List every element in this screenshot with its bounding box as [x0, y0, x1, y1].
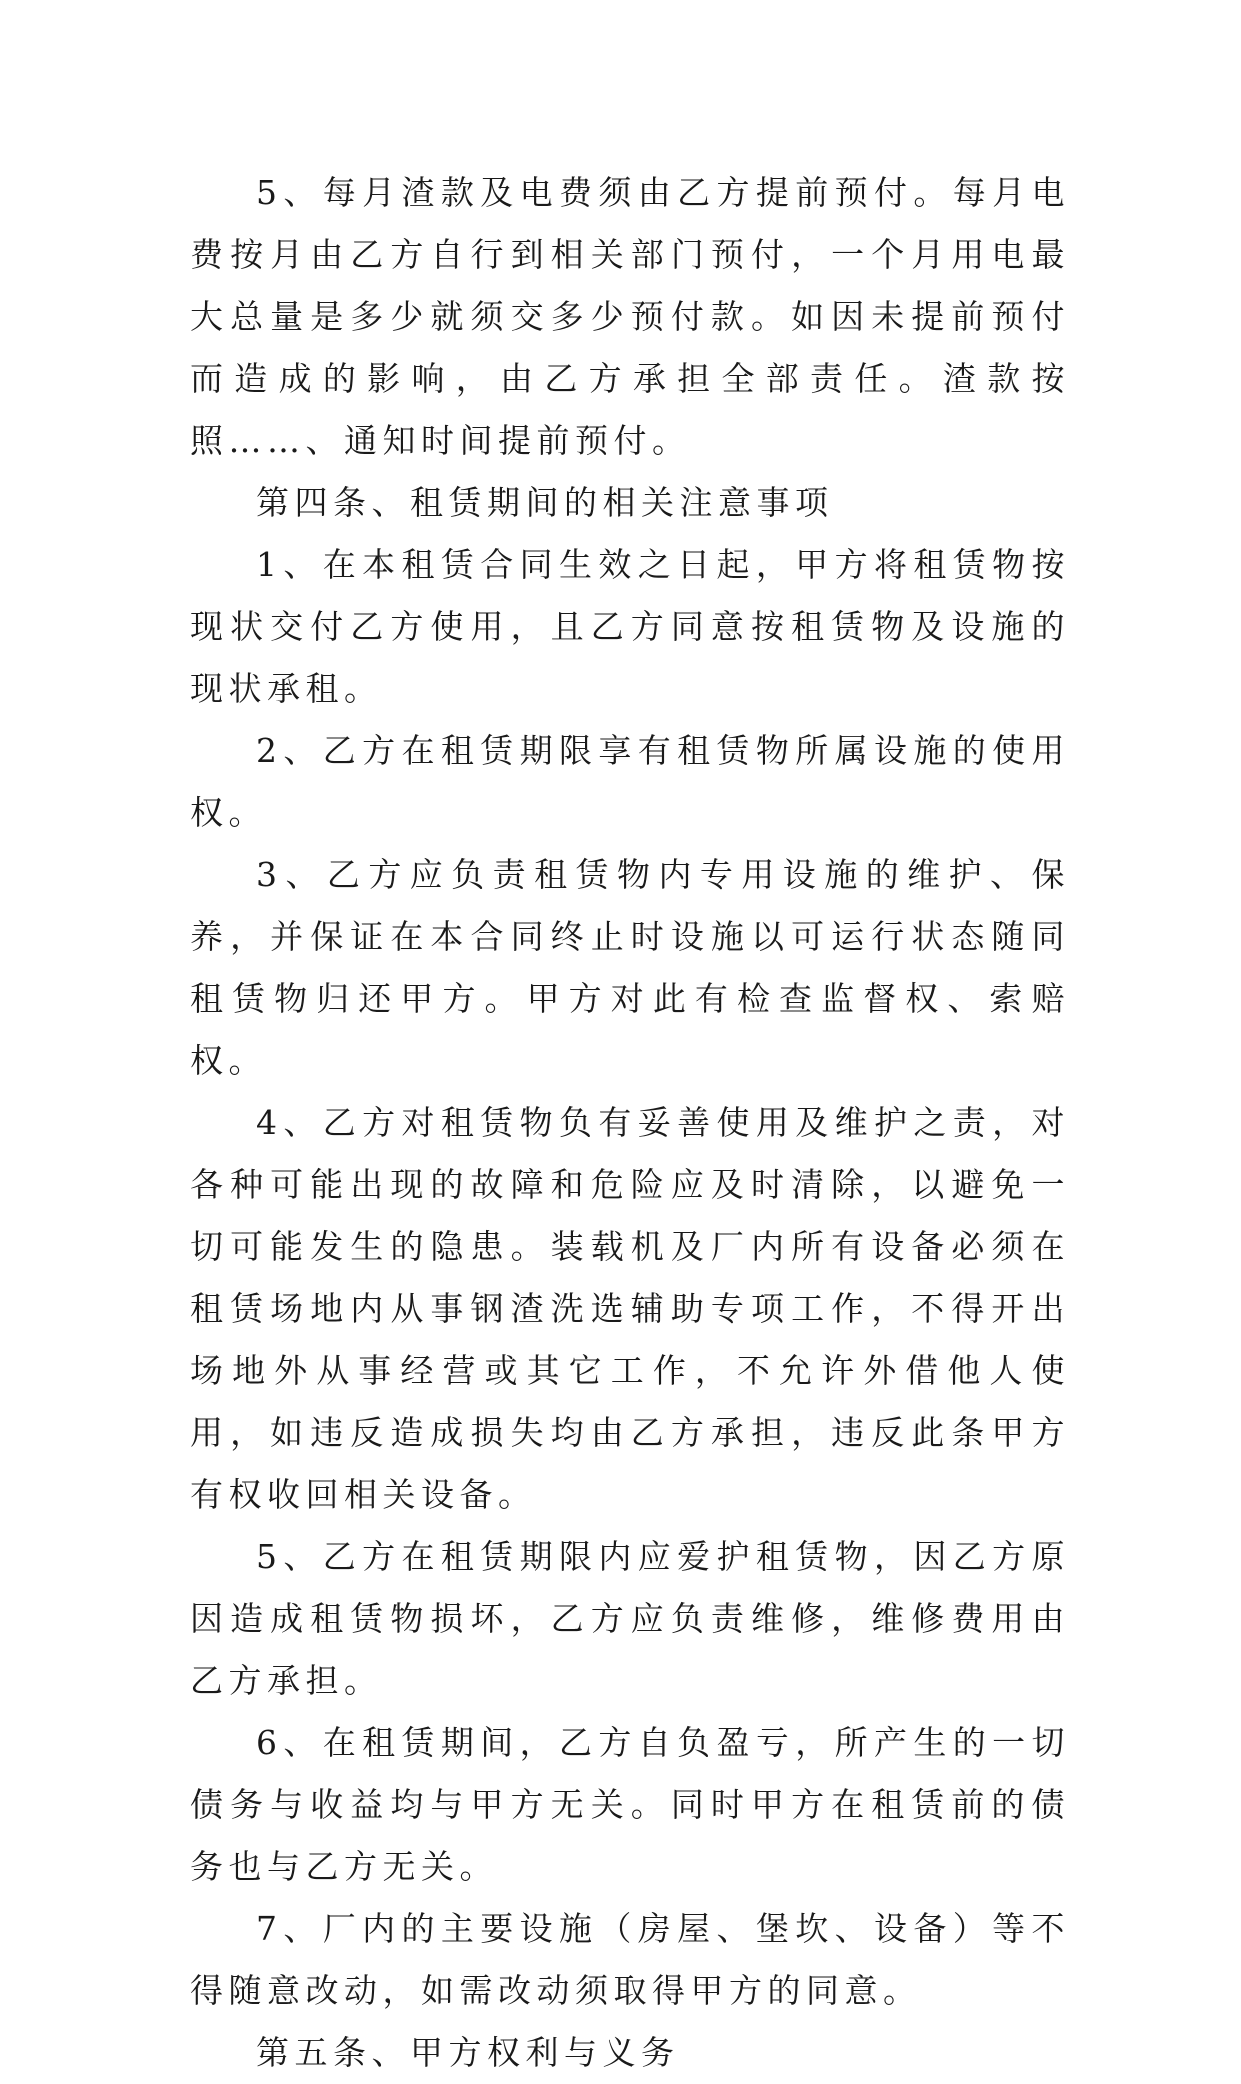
paragraph-clause-6: 6、在租赁期间，乙方自负盈亏，所产生的一切债务与收益均与甲方无关。同时甲方在租赁前的债务也与乙方无关。: [190, 1723, 1070, 1886]
section-heading-article-5: 第五条、甲方权利与义务: [256, 2033, 680, 2072]
document-body: [190, 162, 1070, 2084]
section-heading-article-4: 第四条、租赁期间的相关注意事项: [256, 483, 834, 522]
paragraph-prepayment-clause: 5、每月渣款及电费须由乙方提前预付。每月电费按月由乙方自行到相关部门预付，一个月用电最大总量是多少就须交多少预付款。如因未提前预付而造成的影响，由乙方承担全部责任。渣款按照……、通知时间提前预付。: [190, 173, 1070, 460]
paragraph-clause-1: 1、在本租赁合同生效之日起，甲方将租赁物按现状交付乙方使用，且乙方同意按租赁物及设施的现状承租。: [190, 545, 1070, 708]
paragraph-clause-2: 2、乙方在租赁期限享有租赁物所属设施的使用权。: [190, 731, 1070, 832]
paragraph-clause-3: 3、乙方应负责租赁物内专用设施的维护、保养，并保证在本合同终止时设施以可运行状态随同租赁物归还甲方。甲方对此有检查监督权、索赔权。: [190, 855, 1070, 1080]
paragraph-clause-7: 7、厂内的主要设施（房屋、堡坎、设备）等不得随意改动，如需改动须取得甲方的同意。: [190, 1909, 1070, 2010]
paragraph-clause-4: 4、乙方对租赁物负有妥善使用及维护之责，对各种可能出现的故障和危险应及时清除，以避免一切可能发生的隐患。装载机及厂内所有设备必须在租赁场地内从事钢渣洗选辅助专项工作，不得开出场地外从事经营或其它工作，不允许外借他人使用，如违反造成损失均由乙方承担，违反此条甲方有权收回相关设备。: [190, 1103, 1070, 1514]
paragraph-clause-5: 5、乙方在租赁期限内应爱护租赁物，因乙方原因造成租赁物损坏，乙方应负责维修，维修费用由乙方承担。: [190, 1537, 1070, 1700]
